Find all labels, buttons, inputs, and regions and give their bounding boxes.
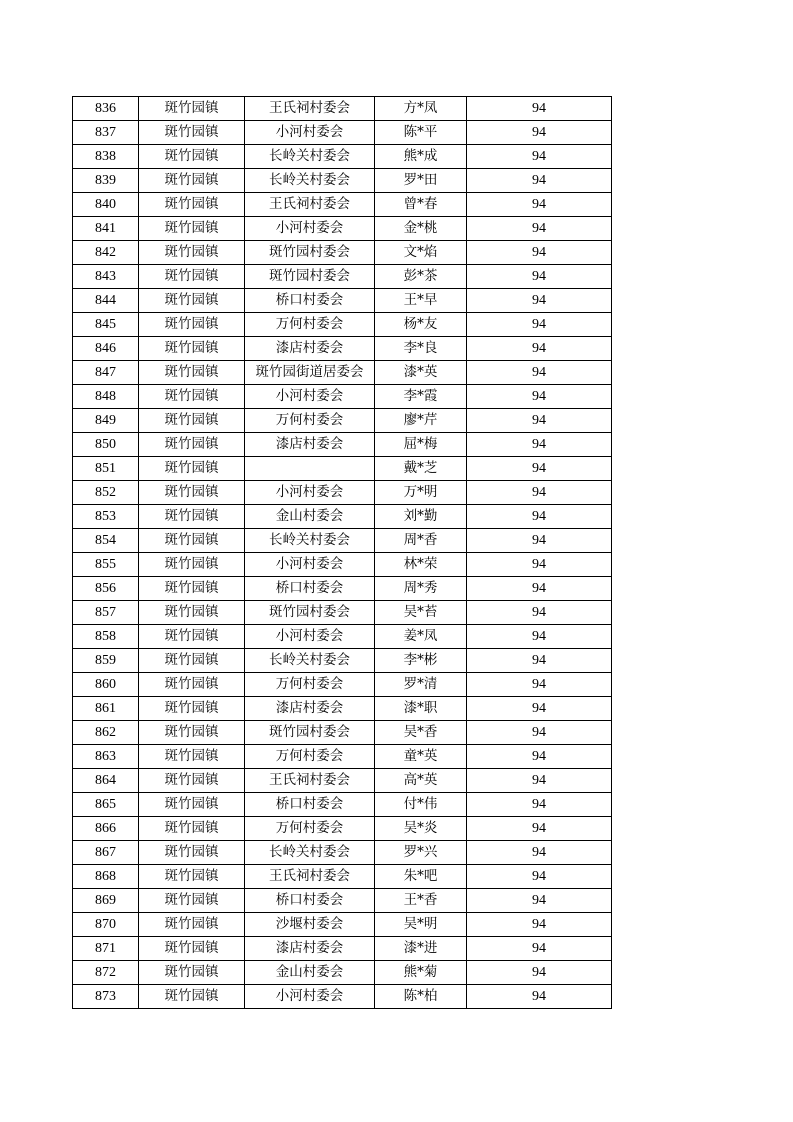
cell-village: 斑竹园村委会 — [245, 721, 375, 745]
cell-town: 斑竹园镇 — [139, 913, 245, 937]
cell-town: 斑竹园镇 — [139, 649, 245, 673]
cell-town: 斑竹园镇 — [139, 121, 245, 145]
table-row — [73, 457, 612, 481]
cell-score: 94 — [467, 601, 612, 625]
table-row — [73, 817, 612, 841]
cell-village: 王氏祠村委会 — [245, 97, 375, 121]
cell-town: 斑竹园镇 — [139, 313, 245, 337]
cell-index: 865 — [73, 793, 139, 817]
cell-score: 94 — [467, 145, 612, 169]
cell-index: 860 — [73, 673, 139, 697]
table-row — [73, 505, 612, 529]
table-row — [73, 841, 612, 865]
cell-village: 万何村委会 — [245, 313, 375, 337]
cell-name: 吴*苔 — [375, 601, 467, 625]
table-row — [73, 121, 612, 145]
cell-village: 斑竹园村委会 — [245, 265, 375, 289]
cell-score: 94 — [467, 745, 612, 769]
cell-index: 848 — [73, 385, 139, 409]
cell-index: 850 — [73, 433, 139, 457]
cell-score: 94 — [467, 769, 612, 793]
table-row — [73, 889, 612, 913]
cell-score: 94 — [467, 529, 612, 553]
cell-town: 斑竹园镇 — [139, 529, 245, 553]
cell-index: 849 — [73, 409, 139, 433]
cell-index: 856 — [73, 577, 139, 601]
cell-village: 漆店村委会 — [245, 337, 375, 361]
cell-score: 94 — [467, 961, 612, 985]
cell-score: 94 — [467, 433, 612, 457]
cell-score: 94 — [467, 313, 612, 337]
cell-village: 斑竹园村委会 — [245, 601, 375, 625]
cell-name: 杨*友 — [375, 313, 467, 337]
cell-index: 859 — [73, 649, 139, 673]
cell-score: 94 — [467, 385, 612, 409]
cell-index: 866 — [73, 817, 139, 841]
cell-index: 836 — [73, 97, 139, 121]
cell-name: 周*秀 — [375, 577, 467, 601]
cell-index: 841 — [73, 217, 139, 241]
cell-name: 方*凤 — [375, 97, 467, 121]
cell-name: 李*霞 — [375, 385, 467, 409]
cell-index: 873 — [73, 985, 139, 1009]
cell-index: 863 — [73, 745, 139, 769]
cell-village: 桥口村委会 — [245, 577, 375, 601]
cell-name: 屈*梅 — [375, 433, 467, 457]
cell-town: 斑竹园镇 — [139, 553, 245, 577]
cell-village: 小河村委会 — [245, 625, 375, 649]
cell-village: 金山村委会 — [245, 505, 375, 529]
cell-score: 94 — [467, 577, 612, 601]
cell-name: 周*香 — [375, 529, 467, 553]
cell-index: 845 — [73, 313, 139, 337]
table-row — [73, 337, 612, 361]
table-row — [73, 409, 612, 433]
cell-town: 斑竹园镇 — [139, 577, 245, 601]
cell-name: 廖*芹 — [375, 409, 467, 433]
table-row — [73, 745, 612, 769]
cell-town: 斑竹园镇 — [139, 409, 245, 433]
cell-score: 94 — [467, 721, 612, 745]
cell-index: 839 — [73, 169, 139, 193]
cell-score: 94 — [467, 337, 612, 361]
cell-name: 罗*清 — [375, 673, 467, 697]
cell-town: 斑竹园镇 — [139, 697, 245, 721]
cell-score: 94 — [467, 361, 612, 385]
table-row — [73, 577, 612, 601]
cell-town: 斑竹园镇 — [139, 865, 245, 889]
cell-index: 862 — [73, 721, 139, 745]
cell-village: 小河村委会 — [245, 121, 375, 145]
cell-name: 戴*芝 — [375, 457, 467, 481]
cell-index: 852 — [73, 481, 139, 505]
cell-score: 94 — [467, 649, 612, 673]
cell-town: 斑竹园镇 — [139, 505, 245, 529]
cell-town: 斑竹园镇 — [139, 985, 245, 1009]
table-row — [73, 673, 612, 697]
cell-score: 94 — [467, 793, 612, 817]
cell-name: 文*焰 — [375, 241, 467, 265]
cell-village: 万何村委会 — [245, 409, 375, 433]
cell-name: 刘*勤 — [375, 505, 467, 529]
table-row — [73, 697, 612, 721]
cell-town: 斑竹园镇 — [139, 265, 245, 289]
cell-name: 吴*香 — [375, 721, 467, 745]
table-row — [73, 169, 612, 193]
cell-name: 万*明 — [375, 481, 467, 505]
cell-index: 847 — [73, 361, 139, 385]
table-row — [73, 361, 612, 385]
cell-index: 867 — [73, 841, 139, 865]
cell-index: 844 — [73, 289, 139, 313]
cell-village: 漆店村委会 — [245, 433, 375, 457]
cell-index: 858 — [73, 625, 139, 649]
cell-village: 漆店村委会 — [245, 697, 375, 721]
cell-village: 漆店村委会 — [245, 937, 375, 961]
cell-name: 熊*菊 — [375, 961, 467, 985]
cell-score: 94 — [467, 841, 612, 865]
cell-town: 斑竹园镇 — [139, 361, 245, 385]
cell-score: 94 — [467, 889, 612, 913]
cell-index: 869 — [73, 889, 139, 913]
table-row — [73, 985, 612, 1009]
cell-village: 王氏祠村委会 — [245, 769, 375, 793]
cell-village: 长岭关村委会 — [245, 169, 375, 193]
cell-score: 94 — [467, 553, 612, 577]
cell-town: 斑竹园镇 — [139, 937, 245, 961]
cell-town: 斑竹园镇 — [139, 97, 245, 121]
cell-name: 吴*炎 — [375, 817, 467, 841]
cell-town: 斑竹园镇 — [139, 841, 245, 865]
cell-town: 斑竹园镇 — [139, 145, 245, 169]
cell-town: 斑竹园镇 — [139, 217, 245, 241]
cell-village: 斑竹园街道居委会 — [245, 361, 375, 385]
table-row — [73, 625, 612, 649]
cell-village: 万何村委会 — [245, 745, 375, 769]
table-row — [73, 193, 612, 217]
cell-village: 小河村委会 — [245, 217, 375, 241]
cell-town: 斑竹园镇 — [139, 289, 245, 313]
cell-town: 斑竹园镇 — [139, 241, 245, 265]
cell-name: 漆*英 — [375, 361, 467, 385]
cell-score: 94 — [467, 241, 612, 265]
cell-town: 斑竹园镇 — [139, 337, 245, 361]
cell-name: 陈*平 — [375, 121, 467, 145]
cell-name: 罗*田 — [375, 169, 467, 193]
cell-village: 万何村委会 — [245, 817, 375, 841]
cell-index: 857 — [73, 601, 139, 625]
cell-score: 94 — [467, 217, 612, 241]
cell-score: 94 — [467, 481, 612, 505]
cell-village: 桥口村委会 — [245, 289, 375, 313]
cell-index: 846 — [73, 337, 139, 361]
cell-name: 金*桃 — [375, 217, 467, 241]
cell-name: 童*英 — [375, 745, 467, 769]
cell-score: 94 — [467, 865, 612, 889]
cell-score: 94 — [467, 985, 612, 1009]
cell-name: 林*荣 — [375, 553, 467, 577]
cell-index: 851 — [73, 457, 139, 481]
cell-village: 小河村委会 — [245, 985, 375, 1009]
cell-village: 长岭关村委会 — [245, 649, 375, 673]
cell-name: 李*良 — [375, 337, 467, 361]
cell-name: 高*英 — [375, 769, 467, 793]
cell-index: 843 — [73, 265, 139, 289]
cell-index: 864 — [73, 769, 139, 793]
cell-score: 94 — [467, 97, 612, 121]
cell-score: 94 — [467, 937, 612, 961]
cell-town: 斑竹园镇 — [139, 169, 245, 193]
table-row — [73, 289, 612, 313]
table-row — [73, 865, 612, 889]
cell-name: 吴*明 — [375, 913, 467, 937]
table-row — [73, 241, 612, 265]
cell-name: 罗*兴 — [375, 841, 467, 865]
cell-name: 王*早 — [375, 289, 467, 313]
data-table — [72, 96, 612, 1009]
cell-index: 854 — [73, 529, 139, 553]
cell-score: 94 — [467, 169, 612, 193]
cell-score: 94 — [467, 193, 612, 217]
cell-village: 长岭关村委会 — [245, 145, 375, 169]
cell-name: 漆*职 — [375, 697, 467, 721]
cell-village: 斑竹园村委会 — [245, 241, 375, 265]
table-row — [73, 649, 612, 673]
cell-village: 长岭关村委会 — [245, 529, 375, 553]
cell-name: 付*伟 — [375, 793, 467, 817]
cell-town: 斑竹园镇 — [139, 193, 245, 217]
table-row — [73, 961, 612, 985]
cell-score: 94 — [467, 673, 612, 697]
table-row — [73, 769, 612, 793]
cell-name: 朱*吧 — [375, 865, 467, 889]
table-row — [73, 217, 612, 241]
cell-town: 斑竹园镇 — [139, 385, 245, 409]
cell-town: 斑竹园镇 — [139, 889, 245, 913]
cell-index: 872 — [73, 961, 139, 985]
cell-town: 斑竹园镇 — [139, 961, 245, 985]
cell-town: 斑竹园镇 — [139, 817, 245, 841]
cell-score: 94 — [467, 697, 612, 721]
cell-village: 王氏祠村委会 — [245, 193, 375, 217]
cell-index: 837 — [73, 121, 139, 145]
cell-index: 853 — [73, 505, 139, 529]
cell-town: 斑竹园镇 — [139, 433, 245, 457]
cell-town: 斑竹园镇 — [139, 457, 245, 481]
cell-village: 小河村委会 — [245, 553, 375, 577]
cell-village: 金山村委会 — [245, 961, 375, 985]
cell-village: 桥口村委会 — [245, 889, 375, 913]
table-row — [73, 937, 612, 961]
cell-index: 855 — [73, 553, 139, 577]
cell-town: 斑竹园镇 — [139, 745, 245, 769]
cell-name: 熊*成 — [375, 145, 467, 169]
cell-index: 861 — [73, 697, 139, 721]
table-row — [73, 721, 612, 745]
table-row — [73, 481, 612, 505]
table-body — [73, 97, 612, 1009]
cell-score: 94 — [467, 913, 612, 937]
cell-village: 沙堰村委会 — [245, 913, 375, 937]
cell-village: 小河村委会 — [245, 481, 375, 505]
table-row — [73, 529, 612, 553]
table-row — [73, 433, 612, 457]
cell-score: 94 — [467, 505, 612, 529]
table-row — [73, 385, 612, 409]
cell-name: 漆*进 — [375, 937, 467, 961]
cell-village: 王氏祠村委会 — [245, 865, 375, 889]
cell-village: 小河村委会 — [245, 385, 375, 409]
cell-village: 桥口村委会 — [245, 793, 375, 817]
cell-score: 94 — [467, 121, 612, 145]
cell-score: 94 — [467, 625, 612, 649]
table-row — [73, 313, 612, 337]
cell-town: 斑竹园镇 — [139, 481, 245, 505]
cell-name: 姜*凤 — [375, 625, 467, 649]
cell-name: 王*香 — [375, 889, 467, 913]
cell-name: 彭*茶 — [375, 265, 467, 289]
cell-score: 94 — [467, 409, 612, 433]
cell-town: 斑竹园镇 — [139, 625, 245, 649]
cell-village: 万何村委会 — [245, 673, 375, 697]
cell-town: 斑竹园镇 — [139, 721, 245, 745]
cell-score: 94 — [467, 289, 612, 313]
cell-index: 868 — [73, 865, 139, 889]
cell-name: 李*彬 — [375, 649, 467, 673]
cell-name: 陈*柏 — [375, 985, 467, 1009]
cell-town: 斑竹园镇 — [139, 793, 245, 817]
cell-town: 斑竹园镇 — [139, 769, 245, 793]
cell-village: 长岭关村委会 — [245, 841, 375, 865]
cell-index: 840 — [73, 193, 139, 217]
table-row — [73, 553, 612, 577]
cell-score: 94 — [467, 265, 612, 289]
cell-index: 871 — [73, 937, 139, 961]
cell-village — [245, 457, 375, 481]
table-row — [73, 97, 612, 121]
table-row — [73, 265, 612, 289]
cell-town: 斑竹园镇 — [139, 673, 245, 697]
cell-name: 曾*春 — [375, 193, 467, 217]
cell-index: 870 — [73, 913, 139, 937]
cell-index: 842 — [73, 241, 139, 265]
table-row — [73, 145, 612, 169]
table-row — [73, 913, 612, 937]
table-row — [73, 793, 612, 817]
cell-score: 94 — [467, 457, 612, 481]
table-row — [73, 601, 612, 625]
cell-town: 斑竹园镇 — [139, 601, 245, 625]
cell-score: 94 — [467, 817, 612, 841]
cell-index: 838 — [73, 145, 139, 169]
